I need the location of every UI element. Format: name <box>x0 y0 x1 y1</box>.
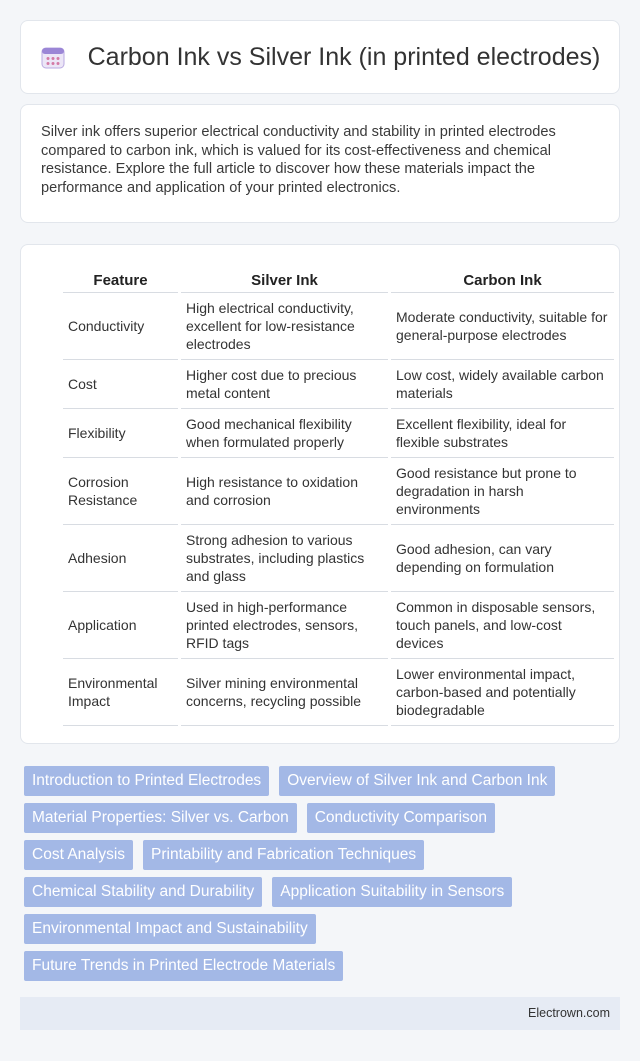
topic-tags <box>20 766 620 988</box>
tag-link[interactable]: Conductivity Comparison <box>307 803 495 833</box>
cell-feature: Application <box>63 592 178 659</box>
tag-row <box>20 803 620 833</box>
calendar-icon <box>40 44 66 70</box>
tag-link[interactable]: Chemical Stability and Durability <box>24 877 262 907</box>
cell-carbon: Common in disposable sensors, touch panels, and low-cost devices <box>391 592 614 659</box>
table-row <box>63 525 614 592</box>
cell-silver: High resistance to oxidation and corrosion <box>181 458 388 525</box>
tag-link[interactable]: Material Properties: Silver vs. Carbon <box>24 803 297 833</box>
tag-row <box>20 914 620 944</box>
table-row <box>63 458 614 525</box>
cell-carbon: Lower environmental impact, carbon-based and potentially biodegradable <box>391 659 614 726</box>
cell-feature: Cost <box>63 360 178 409</box>
comparison-table <box>60 268 617 726</box>
table-row <box>63 409 614 458</box>
cell-feature: Conductivity <box>63 293 178 360</box>
tag-row <box>20 877 620 907</box>
tag-link[interactable]: Environmental Impact and Sustainability <box>24 914 316 944</box>
cell-silver: Good mechanical flexibility when formulated properly <box>181 409 388 458</box>
header-carbon-ink: Carbon Ink <box>391 268 614 293</box>
tag-link[interactable]: Printability and Fabrication Techniques <box>143 840 424 870</box>
title-card <box>20 20 620 94</box>
cell-silver: Strong adhesion to various substrates, including plastics and glass <box>181 525 388 592</box>
cell-feature: Environmental Impact <box>63 659 178 726</box>
cell-silver: High electrical conductivity, excellent for low-resistance electrodes <box>181 293 388 360</box>
tag-row <box>20 951 620 981</box>
table-row <box>63 293 614 360</box>
cell-carbon: Good adhesion, can vary depending on formulation <box>391 525 614 592</box>
table-row <box>63 592 614 659</box>
cell-feature: Corrosion Resistance <box>63 458 178 525</box>
comparison-card <box>20 244 620 744</box>
cell-carbon: Low cost, widely available carbon materials <box>391 360 614 409</box>
table-row <box>63 360 614 409</box>
cell-feature: Flexibility <box>63 409 178 458</box>
cell-silver: Higher cost due to precious metal content <box>181 360 388 409</box>
tag-link[interactable]: Overview of Silver Ink and Carbon Ink <box>279 766 555 796</box>
tag-row <box>20 840 620 870</box>
header-silver-ink: Silver Ink <box>181 268 388 293</box>
cell-carbon: Good resistance but prone to degradation in harsh environments <box>391 458 614 525</box>
table-row <box>63 659 614 726</box>
header-feature: Feature <box>63 268 178 293</box>
cell-carbon: Moderate conductivity, suitable for general-purpose electrodes <box>391 293 614 360</box>
tag-link[interactable]: Cost Analysis <box>24 840 133 870</box>
table-header-row <box>63 268 614 293</box>
cell-silver: Used in high-performance printed electrodes, sensors, RFID tags <box>181 592 388 659</box>
page-title: Carbon Ink vs Silver Ink (in printed electrodes) <box>87 42 601 71</box>
footer-site-link[interactable]: Electrown.com <box>528 1006 610 1020</box>
tag-row <box>20 766 620 796</box>
tag-link[interactable]: Application Suitability in Sensors <box>272 877 512 907</box>
tag-link[interactable]: Introduction to Printed Electrodes <box>24 766 269 796</box>
cell-carbon: Excellent flexibility, ideal for flexible substrates <box>391 409 614 458</box>
cell-silver: Silver mining environmental concerns, recycling possible <box>181 659 388 726</box>
tag-link[interactable]: Future Trends in Printed Electrode Materials <box>24 951 343 981</box>
intro-text: Silver ink offers superior electrical conductivity and stability in printed electrodes compared to carbon ink, which is valued for its cost-effectiveness and chemical resistance. Explore the full article to discover how these materials impact the performance and application of your printed electronics. <box>41 124 556 196</box>
cell-feature: Adhesion <box>63 525 178 592</box>
footer <box>20 997 620 1030</box>
intro-card <box>20 104 620 223</box>
